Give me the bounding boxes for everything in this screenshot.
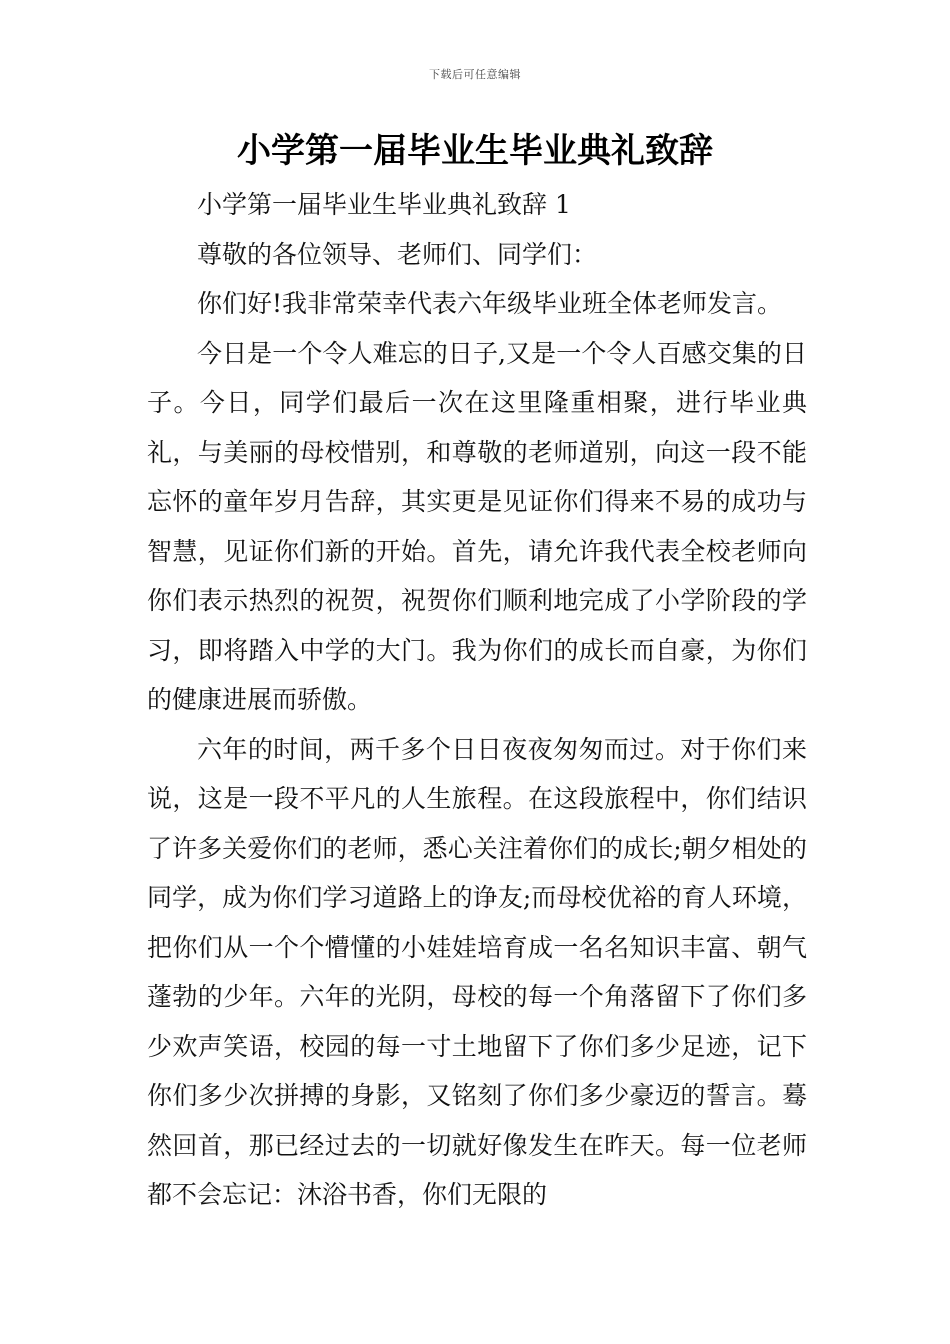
paragraph-body-2: 六年的时间，两千多个日日夜夜匆匆而过。对于你们来说，这是一段不平凡的人生旅程。在这段旅程中，你们结识了许多关爱你们的老师，悉心关注着你们的成长;朝夕相处的同学，成为你们学习道路上的诤友;而母校优裕的育人环境，把你们从一个个懵懂的小娃娃培育成一名名知识丰富、朝气蓬勃的少年。六年的光阴，母校的每一个角落留下了你们多少欢声笑语，校园的每一寸土地留下了你们多少足迹，记下你们多少次拼搏的身影，又铭刻了你们多少豪迈的誓言。蓦然回首，那已经过去的一切就好像发生在昨天。每一位老师都不会忘记：沐浴书香，你们无限的 [147, 734, 807, 1209]
paragraph-salutation: 尊敬的各位领导、老师们、同学们： [197, 239, 598, 269]
document-body [147, 180, 807, 1220]
document-title: 小学第一届毕业生毕业典礼致辞 [237, 131, 713, 171]
header-note: 下载后可任意编辑 [429, 68, 521, 81]
paragraph-body-1: 今日是一个令人难忘的日子,又是一个令人百感交集的日子。今日，同学们最后一次在这里隆重相聚，进行毕业典礼，与美丽的母校惜别，和尊敬的老师道别，向这一段不能忘怀的童年岁月告辞，其实更是见证你们得来不易的成功与智慧，见证你们新的开始。首先，请允许我代表全校老师向你们表示热烈的祝贺，祝贺你们顺利地完成了小学阶段的学习，即将踏入中学的大门。我为你们的成长而自豪，为你们的健康进展而骄傲。 [147, 338, 807, 714]
paragraph-greeting: 你们好!我非常荣幸代表六年级毕业班全体老师发言。 [197, 289, 783, 318]
paragraph-subtitle: 小学第一届毕业生毕业典礼致辞 1 [197, 190, 571, 219]
